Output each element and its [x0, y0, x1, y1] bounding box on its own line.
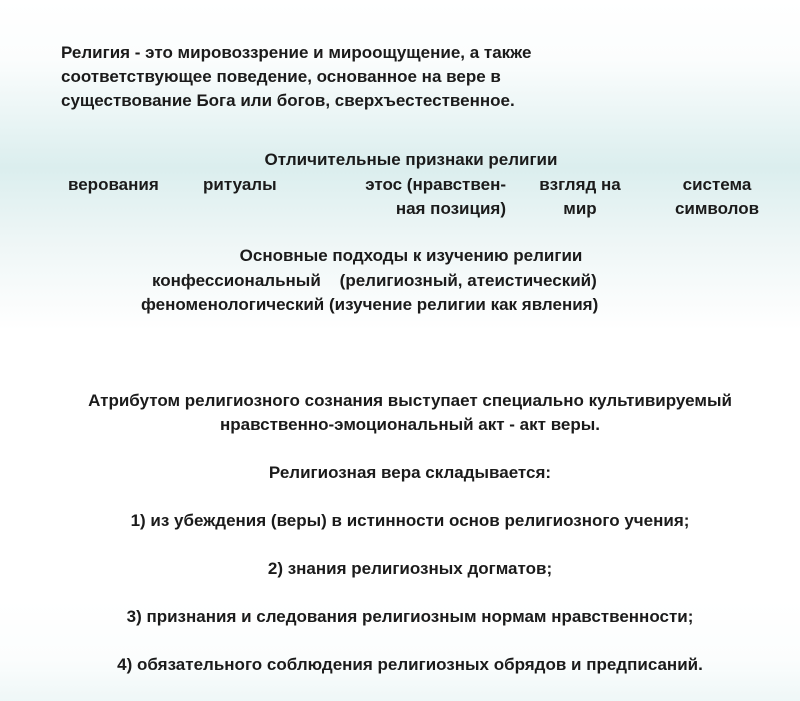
sign-item-ethos: этос (нравствен- ная позиция)	[365, 175, 506, 218]
faith-point-4: 4) обязательного соблюдения религиозных обрядов и предписаний.	[117, 655, 703, 674]
faith-point-2: 2) знания религиозных догматов;	[267, 559, 553, 578]
faith-composition-heading: Религиозная вера складывается:	[268, 463, 552, 482]
faith-point-1: 1) из убеждения (веры) в истинности основ религиозного учения;	[130, 511, 690, 530]
sign-item-symbols: система символов	[674, 175, 760, 218]
religion-definition: Религия - это мировоззрение и мироощущение, а также соответствующее поведение, основанное на вере в существование Бога или богов, сверхъестественное.	[61, 43, 532, 110]
sign-item-rituals: ритуалы	[203, 175, 277, 194]
sign-item-worldview: взгляд на мир	[539, 175, 621, 218]
faith-point-3: 3) признания и следования религиозным нормам нравственности;	[126, 607, 694, 626]
approach-confessional: конфессиональный (религиозный, атеистический)	[152, 271, 597, 290]
faith-attribute-intro: Атрибутом религиозного сознания выступает специально культивируемый нравственно-эмоциональный акт - акт веры.	[88, 391, 732, 434]
approaches-title: Основные подходы к изучению религии	[239, 246, 583, 265]
faith-attribute-block	[80, 365, 740, 701]
signs-title: Отличительные признаки религии	[264, 150, 558, 169]
approach-phenomenological: феноменологический (изучение религии как явления)	[141, 295, 599, 314]
sign-item-beliefs: верования	[68, 175, 159, 194]
